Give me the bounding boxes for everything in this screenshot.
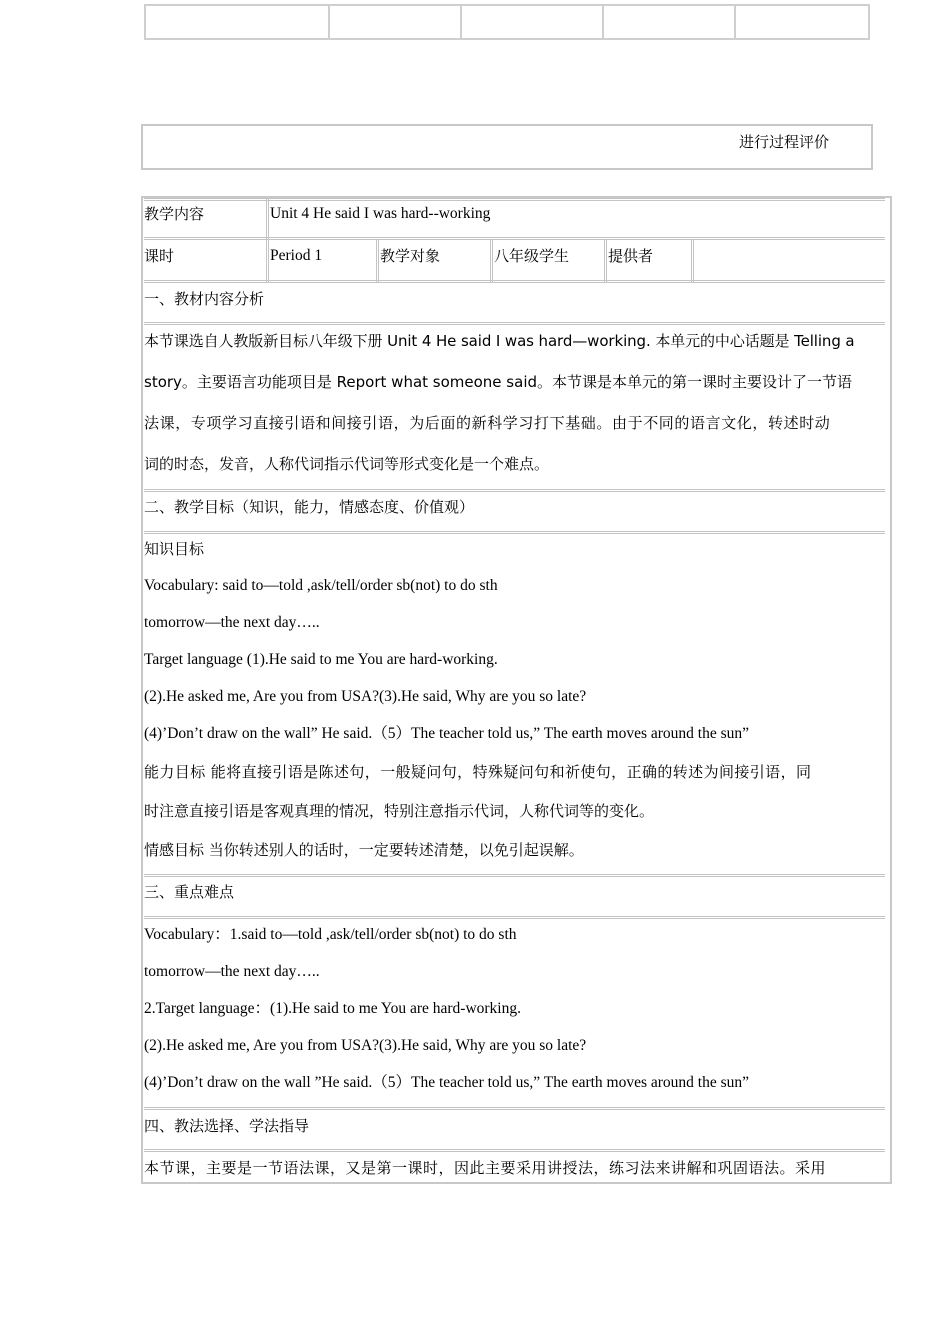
row-divider [144, 531, 885, 534]
section1-line: story。主要语言功能项目是 Report what someone said。本节课是本单元的第一课时主要设计了一节语 [144, 373, 853, 391]
knowledge-line: Target language (1).He said to me You are hard-working. [144, 651, 498, 668]
key-point-line: tomorrow—the next day….. [144, 963, 320, 980]
section1-line: 法课，专项学习直接引语和间接引语，为后面的新科学习打下基础。由于不同的语言文化，转述时动 [144, 414, 831, 432]
emotion-goal-line: 情感目标 当你转述别人的话时，一定要转述清楚，以免引起误解。 [144, 841, 584, 859]
content-label: 教学内容 [144, 205, 205, 223]
top-table-cell-3 [460, 4, 604, 40]
knowledge-goal-label: 知识目标 [144, 540, 205, 558]
section2-heading: 二、教学目标（知识，能力，情感态度、价值观） [144, 498, 475, 516]
section4-line: 本节课，主要是一节语法课，又是第一课时，因此主要采用讲授法，练习法来讲解和巩固语法。采用 [144, 1159, 827, 1177]
row-divider [144, 1149, 885, 1152]
knowledge-line: (4)’Don’t draw on the wall” He said.（5）The teacher told us,” The earth moves around the sun” [144, 725, 750, 742]
section3-heading: 三、重点难点 [144, 883, 235, 901]
provider-label: 提供者 [608, 247, 654, 265]
column-divider [376, 240, 379, 282]
section1-line: 本节课选自人教版新目标八年级下册 Unit 4 He said I was hard—working. 本单元的中心话题是 Telling a [144, 332, 855, 350]
ability-goal-line: 时注意直接引语是客观真理的情况，特别注意指示代词，人称代词等的变化。 [144, 802, 655, 820]
row-divider [144, 322, 885, 325]
top-table-cell-2 [328, 4, 462, 40]
section1-heading: 一、教材内容分析 [144, 290, 265, 308]
row-divider [144, 916, 885, 919]
row-divider [144, 237, 885, 240]
knowledge-line: (2).He asked me, Are you from USA?(3).He said, Why are you so late? [144, 688, 587, 705]
content-value: Unit 4 He said I was hard--working [270, 205, 491, 222]
key-point-line: (4)’Don’t draw on the wall ”He said.（5）The teacher told us,” The earth moves around the sun” [144, 1074, 750, 1091]
column-divider [604, 240, 607, 282]
row-divider [144, 874, 885, 877]
period-label: 课时 [144, 247, 175, 265]
column-divider [691, 240, 694, 282]
row-divider [144, 198, 885, 201]
knowledge-line: Vocabulary: said to—told ,ask/tell/order sb(not) to do sth [144, 577, 498, 594]
knowledge-line: tomorrow—the next day….. [144, 614, 320, 631]
column-divider [266, 198, 269, 282]
target-value: 八年级学生 [494, 247, 570, 265]
top-table-last-cell-text: 进行过程评价 [739, 133, 830, 151]
key-point-line: Vocabulary：1.said to—told ,ask/tell/order sb(not) to do sth [144, 926, 517, 943]
row-divider [144, 489, 885, 492]
key-point-line: (2).He asked me, Are you from USA?(3).He said, Why are you so late? [144, 1037, 587, 1054]
top-table-cell-4 [602, 4, 736, 40]
top-table-cell-1 [144, 4, 330, 40]
row-divider [144, 280, 885, 283]
top-table-cell-5 [734, 4, 870, 40]
column-divider [490, 240, 493, 282]
target-label: 教学对象 [380, 247, 441, 265]
key-point-line: 2.Target language：(1).He said to me You are hard-working. [144, 1000, 521, 1017]
ability-goal-line: 能力目标 能将直接引语是陈述句，一般疑问句，特殊疑问句和祈使句，正确的转述为间接引语，同 [144, 763, 812, 781]
row-divider [144, 1107, 885, 1110]
period-value: Period 1 [270, 247, 323, 264]
section1-line: 词的时态，发音，人称代词指示代词等形式变化是一个难点。 [144, 455, 550, 473]
section4-heading: 四、教法选择、学法指导 [144, 1117, 310, 1135]
